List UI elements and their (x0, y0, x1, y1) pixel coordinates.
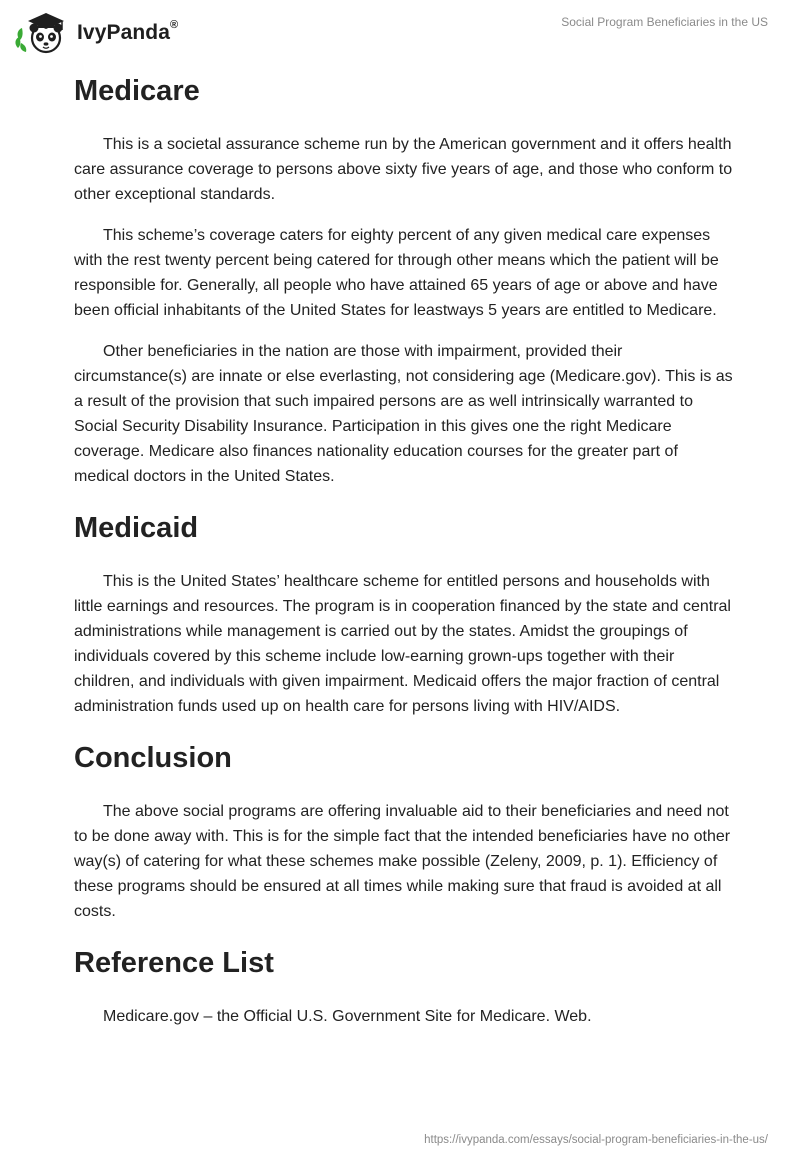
section-medicare (74, 68, 734, 489)
section-conclusion (74, 735, 734, 924)
paragraph: Other beneficiaries in the nation are those with impairment, provided their circumstance(s) are innate or else everlasting, not considering age (Medicare.gov). This is as a result of the provision that such impaired persons are as well intrinsically warranted to Social Security Disability Insurance. Participation in this gives one the right Medicare coverage. Medicare also finances nationality education courses for the greater part of medical doctors in the United States. (74, 343, 733, 485)
panda-graduate-icon (14, 10, 74, 56)
paragraph: This is a societal assurance scheme run by the American government and it offers health care assurance coverage to persons above sixty five years of age, and those who conform to other exceptional standards. (74, 136, 733, 203)
source-url[interactable]: https://ivypanda.com/essays/social-program-beneficiaries-in-the-us/ (424, 1134, 768, 1146)
section-medicaid (74, 505, 734, 719)
ivypanda-logo[interactable] (14, 10, 178, 56)
essay-content (74, 68, 734, 1029)
section-references (74, 940, 734, 1029)
paragraph: This is the United States’ healthcare scheme for entitled persons and households with little earnings and resources. The program is in cooperation financed by the state and central administrations while management is carried out by the states. Amidst the groupings of individuals covered by this scheme include low-earning grown-ups together with their children, and individuals with given impairment. Medicaid offers the major fraction of central administration funds used up on health care for persons living with HIV/AIDS. (74, 573, 731, 715)
paragraph: The above social programs are offering invaluable aid to their beneficiaries and need not to be done away with. This is for the simple fact that the intended beneficiaries have no other way(s) of catering for what these schemes make possible (Zeleny, 2009, p. 1). Efficiency of these programs should be ensured at all times while making sure that fraud is avoided at all costs. (74, 803, 731, 920)
section-heading: Reference List (74, 947, 274, 979)
section-heading: Conclusion (74, 742, 232, 774)
page-header (0, 0, 800, 64)
logo-wordmark: IvyPanda® (77, 19, 179, 44)
paragraph: This scheme’s coverage caters for eighty percent of any given medical care expenses with the rest twenty percent being catered for through other means which the patient will be responsible for. Generally, all people who have attained 65 years of age or above and have been official inhabitants of the United States for leastways 5 years are entitled to Medicare. (74, 227, 719, 319)
reference-item: Medicare.gov – the Official U.S. Government Site for Medicare. Web. (103, 1008, 592, 1025)
document-title: Social Program Beneficiaries in the US (561, 15, 768, 29)
section-heading: Medicare (74, 75, 200, 107)
section-heading: Medicaid (74, 512, 199, 544)
